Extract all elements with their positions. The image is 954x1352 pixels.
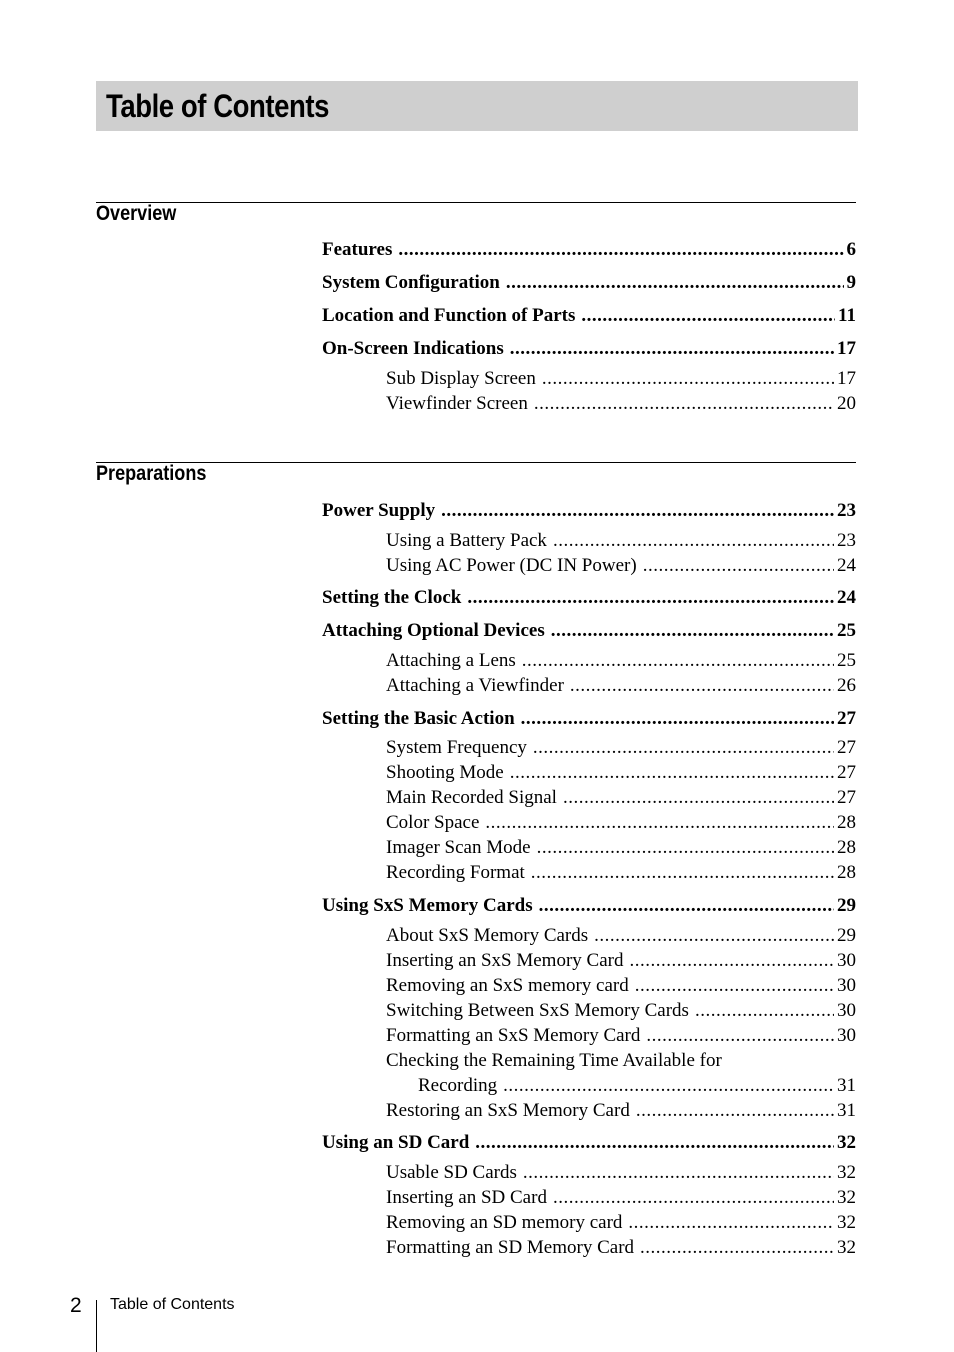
toc-entry-page: 27	[837, 708, 856, 729]
section-overview	[96, 202, 856, 225]
leader-dots	[563, 787, 834, 809]
section-rule	[96, 462, 856, 463]
toc-entry-label: System Configuration	[322, 272, 500, 293]
toc-entry-removing-sxs[interactable]	[386, 975, 856, 997]
toc-entry-power-supply[interactable]	[322, 500, 856, 522]
toc-entry-label: Recording	[418, 1075, 498, 1096]
leader-dots	[467, 587, 834, 609]
toc-entry-page: 29	[837, 895, 856, 916]
toc-entry-label: Attaching a Viewfinder	[386, 675, 564, 696]
leader-dots	[485, 812, 834, 834]
toc-entry-page: 32	[837, 1162, 856, 1183]
toc-entry-label: Restoring an SxS Memory Card	[386, 1100, 630, 1121]
leader-dots	[551, 620, 834, 642]
toc-entry-label: Attaching a Lens	[386, 650, 516, 671]
leader-dots	[643, 555, 834, 577]
leader-dots	[629, 950, 834, 972]
leader-dots	[542, 368, 834, 390]
toc-entry-label: Imager Scan Mode	[386, 837, 531, 858]
toc-entry-page: 32	[837, 1132, 856, 1153]
toc-entry-page: 6	[846, 239, 856, 260]
toc-entry-page: 27	[837, 787, 856, 808]
footer-divider	[96, 1300, 97, 1352]
leader-dots	[533, 737, 834, 759]
toc-entry-page: 24	[837, 555, 856, 576]
leader-dots	[522, 650, 834, 672]
leader-dots	[570, 675, 834, 697]
leader-dots	[553, 1187, 834, 1209]
leader-dots	[640, 1237, 834, 1259]
leader-dots	[510, 762, 834, 784]
toc-entry-formatting-sxs[interactable]	[386, 1025, 856, 1047]
toc-entry-page: 27	[837, 737, 856, 758]
toc-entry-page: 11	[838, 305, 856, 326]
toc-entry-basic-action[interactable]	[322, 708, 856, 730]
toc-entry-attaching-viewfinder[interactable]	[386, 675, 856, 697]
leader-dots	[537, 837, 834, 859]
toc-entry-label: About SxS Memory Cards	[386, 925, 589, 946]
toc-entry-label: Inserting an SxS Memory Card	[386, 950, 624, 971]
toc-entry-on-screen-indications[interactable]	[322, 338, 856, 360]
leader-dots	[636, 1100, 834, 1122]
toc-entry-label: Attaching Optional Devices	[322, 620, 545, 641]
toc-entry-sxs-memory-cards[interactable]	[322, 895, 856, 917]
toc-entry-main-recorded-signal[interactable]	[386, 787, 856, 809]
toc-entry-label: Power Supply	[322, 500, 436, 521]
leader-dots	[628, 1212, 834, 1234]
toc-entry-recording-format[interactable]	[386, 862, 856, 884]
leader-dots	[646, 1025, 834, 1047]
section-heading-preparations: Preparations	[96, 462, 207, 485]
toc-entry-label: Main Recorded Signal	[386, 787, 557, 808]
toc-entry-usable-sd[interactable]	[386, 1162, 856, 1184]
page-title: Table of Contents	[106, 88, 330, 124]
footer-label: Table of Contents	[110, 1296, 235, 1313]
toc-entry-page: 30	[837, 950, 856, 971]
leader-dots	[594, 925, 834, 947]
toc-entry-page: 29	[837, 925, 856, 946]
toc-entry-label: Viewfinder Screen	[386, 393, 528, 414]
toc-entry-label: Inserting an SD Card	[386, 1187, 547, 1208]
toc-entry-switching-sxs[interactable]	[386, 1000, 856, 1022]
toc-entry-label: Setting the Basic Action	[322, 708, 515, 729]
toc-entry-imager-scan-mode[interactable]	[386, 837, 856, 859]
leader-dots	[581, 305, 835, 327]
toc-entry-restoring-sxs[interactable]	[386, 1100, 856, 1122]
section-preparations	[96, 462, 856, 485]
leader-dots	[539, 895, 834, 917]
toc-entry-inserting-sxs[interactable]	[386, 950, 856, 972]
toc-entry-page: 31	[837, 1075, 856, 1096]
toc-entry-color-space[interactable]	[386, 812, 856, 834]
toc-entry-page: 9	[846, 272, 856, 293]
toc-entry-label: Removing an SD memory card	[386, 1212, 623, 1233]
toc-entry-page: 30	[837, 1025, 856, 1046]
toc-entry-page: 28	[837, 812, 856, 833]
toc-entry-attaching-lens[interactable]	[386, 650, 856, 672]
toc-entry-label: Removing an SxS memory card	[386, 975, 629, 996]
leader-dots	[398, 239, 843, 261]
toc-entry-label: Using a Battery Pack	[386, 530, 547, 551]
leader-dots	[521, 708, 834, 730]
toc-entry-inserting-sd[interactable]	[386, 1187, 856, 1209]
leader-dots	[506, 272, 844, 294]
toc-entry-page: 17	[837, 368, 856, 389]
toc-entry-label: Shooting Mode	[386, 762, 504, 783]
toc-entry-page: 25	[837, 620, 856, 641]
toc-entry-viewfinder-screen[interactable]	[386, 393, 856, 415]
toc-entry-removing-sd[interactable]	[386, 1212, 856, 1234]
toc-entry-page: 27	[837, 762, 856, 783]
toc-entry-sd-card[interactable]	[322, 1132, 856, 1154]
leader-dots	[534, 393, 834, 415]
toc-entry-setting-clock[interactable]	[322, 587, 856, 609]
section-rule	[96, 202, 856, 203]
toc-entry-page: 24	[837, 587, 856, 608]
toc-entry-page: 32	[837, 1212, 856, 1233]
leader-dots	[510, 338, 834, 360]
toc-entry-remaining-time-recording[interactable]	[418, 1075, 856, 1097]
toc-entry-page: 23	[837, 500, 856, 521]
leader-dots	[695, 1000, 834, 1022]
leader-dots	[441, 500, 834, 522]
title-bar	[96, 81, 858, 131]
leader-dots	[531, 862, 834, 884]
toc-entry-page: 26	[837, 675, 856, 696]
toc-entry-label: Switching Between SxS Memory Cards	[386, 1000, 689, 1021]
toc-entry-page: 23	[837, 530, 856, 551]
leader-dots	[553, 530, 834, 552]
toc-entry-battery-pack[interactable]	[386, 530, 856, 552]
section-heading-overview: Overview	[96, 202, 177, 225]
toc-entry-system-frequency[interactable]	[386, 737, 856, 759]
toc-entry-label: On-Screen Indications	[322, 338, 504, 359]
toc-entry-label: Formatting an SxS Memory Card	[386, 1025, 641, 1046]
leader-dots	[475, 1132, 834, 1154]
toc-entry-system-configuration[interactable]	[322, 272, 856, 294]
toc-entry-ac-power[interactable]	[386, 555, 856, 577]
toc-entry-page: 25	[837, 650, 856, 671]
leader-dots	[635, 975, 834, 997]
toc-entry-page: 20	[837, 393, 856, 414]
toc-entry-label: System Frequency	[386, 737, 527, 758]
toc-entry-page: 17	[837, 338, 856, 359]
toc-entry-label: Recording Format	[386, 862, 525, 883]
toc-entry-page: 31	[837, 1100, 856, 1121]
toc-entry-label: Formatting an SD Memory Card	[386, 1237, 635, 1258]
leader-dots	[503, 1075, 834, 1097]
toc-entry-page: 32	[837, 1187, 856, 1208]
toc-entry-about-sxs[interactable]	[386, 925, 856, 947]
toc-entry-label: Sub Display Screen	[386, 368, 536, 389]
toc-entry-label: Usable SD Cards	[386, 1162, 517, 1183]
toc-entry-remaining-time-line1[interactable]: Checking the Remaining Time Available for	[386, 1050, 722, 1071]
toc-entry-formatting-sd[interactable]	[386, 1237, 856, 1259]
toc-entry-features[interactable]	[322, 239, 856, 261]
toc-entry-optional-devices[interactable]	[322, 620, 856, 642]
toc-entry-label: Location and Function of Parts	[322, 305, 576, 326]
toc-entry-location-function-parts[interactable]	[322, 305, 856, 327]
toc-entry-page: 30	[837, 1000, 856, 1021]
toc-entry-label: Color Space	[386, 812, 480, 833]
toc-entry-label: Using SxS Memory Cards	[322, 895, 533, 916]
toc-entry-label: Setting the Clock	[322, 587, 462, 608]
toc-entry-label: Using an SD Card	[322, 1132, 470, 1153]
toc-entry-page: 28	[837, 837, 856, 858]
toc-entry-sub-display-screen[interactable]	[386, 368, 856, 390]
toc-entry-page: 32	[837, 1237, 856, 1258]
toc-entry-label: Features	[322, 239, 393, 260]
footer-page-number: 2	[70, 1294, 82, 1317]
toc-entry-label: Using AC Power (DC IN Power)	[386, 555, 637, 576]
toc-entry-page: 28	[837, 862, 856, 883]
toc-entry-page: 30	[837, 975, 856, 996]
leader-dots	[523, 1162, 834, 1184]
toc-entry-shooting-mode[interactable]	[386, 762, 856, 784]
